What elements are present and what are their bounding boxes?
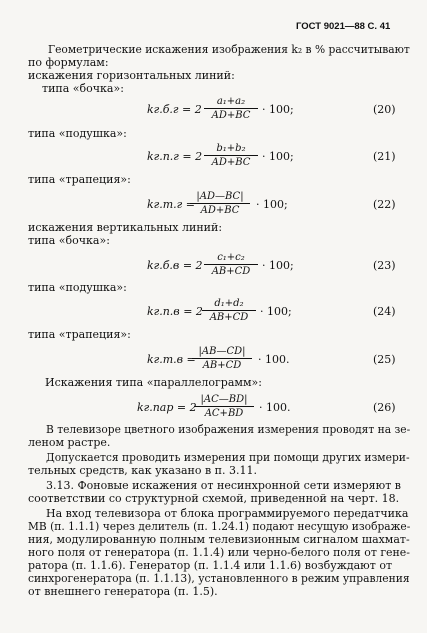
formula-numerator: d₁+d₂ <box>202 298 256 311</box>
formula-lhs: kг.пар = 2 <box>137 401 197 414</box>
paragraph-4-line-6: синхрогенератора (п. 1.1.13), установленного в режим управления <box>28 572 410 585</box>
formula-denominator: AB+CD <box>211 266 251 277</box>
formula-lhs: kг.т.в = <box>147 353 196 366</box>
formula-tail: · 100; <box>262 103 294 116</box>
formula-tail: · 100; <box>260 305 292 318</box>
formula-lhs: kг.б.г = 2 <box>147 103 202 116</box>
paragraph-3-line-2: соответствии со структурной схемой, приведенной на черт. 18. <box>28 492 400 505</box>
formula-numerator: b₁+b₂ <box>204 143 258 156</box>
paragraph-2-line-1: Допускается проводить измерения при помощи других измери- <box>46 451 410 464</box>
formula-numerator: a₁+a₂ <box>204 96 258 109</box>
formula-fraction <box>194 394 254 419</box>
formula-tail: · 100. <box>258 353 290 366</box>
horizontal-distortion-heading: искажения горизонтальных линий: <box>28 69 235 82</box>
formula-denominator: AC+BD <box>204 408 244 419</box>
formula-numerator: |AB—CD| <box>192 346 252 359</box>
formula-numerator: |AC—BD| <box>194 394 254 407</box>
paragraph-4-line-7: от внешнего генератора (п. 1.5). <box>28 585 218 598</box>
formula-numerator: |AD—BC| <box>190 191 250 204</box>
formula-number: (21) <box>373 150 396 163</box>
formula-number: (23) <box>373 259 396 272</box>
intro-line-2: по формулам: <box>28 56 109 69</box>
formula-denominator: AD+BC <box>200 205 240 216</box>
formula-number: (22) <box>373 198 396 211</box>
paragraph-4-line-3: ния, модулированную полным телевизионным сигналом шахмат- <box>28 533 410 546</box>
paragraph-4-line-2: МВ (п. 1.1.1) через делитель (п. 1.24.1) подают несущую изображе- <box>28 520 411 533</box>
trapezium-v-label: типа «трапеция»: <box>28 328 131 341</box>
formula-number: (25) <box>373 353 396 366</box>
intro-line-1: Геометрические искажения изображения k₂ в % рассчитывают <box>48 43 410 56</box>
formula-fraction <box>204 96 258 121</box>
formula-fraction <box>204 252 258 277</box>
formula-denominator: AD+BC <box>211 110 251 121</box>
formula-denominator: AB+CD <box>202 360 242 371</box>
page-header: ГОСТ 9021—88 С. 41 <box>296 21 391 32</box>
trapezium-h-label: типа «трапеция»: <box>28 173 131 186</box>
formula-number: (26) <box>373 401 396 414</box>
formula-tail: · 100. <box>259 401 291 414</box>
formula-numerator: c₁+c₂ <box>204 252 258 265</box>
formula-lhs: kг.т.г = <box>147 198 195 211</box>
barrel-h-label: типа «бочка»: <box>42 82 124 95</box>
paragraph-2-line-2: тельных средств, как указано в п. 3.11. <box>28 464 257 477</box>
paragraph-1-line-1: В телевизоре цветного изображения измерения проводят на зе- <box>46 423 411 436</box>
formula-lhs: kг.п.г = 2 <box>147 150 203 163</box>
pincushion-v-label: типа «подушка»: <box>28 281 127 294</box>
formula-fraction <box>202 298 256 323</box>
formula-denominator: AB+CD <box>209 312 249 323</box>
paragraph-1-line-2: леном растре. <box>28 436 111 449</box>
barrel-v-label: типа «бочка»: <box>28 234 110 247</box>
paragraph-4-line-4: ного поля от генератора (п. 1.1.4) или черно-белого поля от гене- <box>28 546 410 559</box>
formula-fraction <box>190 191 250 216</box>
formula-denominator: AD+BC <box>211 157 251 168</box>
pincushion-h-label: типа «подушка»: <box>28 127 127 140</box>
formula-fraction <box>192 346 252 371</box>
formula-tail: · 100; <box>262 259 294 272</box>
paragraph-4-line-1: На вход телевизора от блока программируемого передатчика <box>46 507 409 520</box>
vertical-distortion-heading: искажения вертикальных линий: <box>28 221 223 234</box>
paragraph-3-line-1: 3.13. Фоновые искажения от несинхронной сети измеряют в <box>46 479 401 492</box>
formula-tail: · 100; <box>256 198 288 211</box>
formula-lhs: kг.б.в = 2 <box>147 259 203 272</box>
formula-lhs: kг.п.в = 2 <box>147 305 203 318</box>
paragraph-4-line-5: ратора (п. 1.1.6). Генератор (п. 1.1.4 или 1.1.6) возбуждают от <box>28 559 393 572</box>
formula-number: (20) <box>373 103 396 116</box>
parallelogram-label: Искажения типа «параллелограмм»: <box>45 376 262 389</box>
formula-fraction <box>204 143 258 168</box>
formula-tail: · 100; <box>262 150 294 163</box>
formula-number: (24) <box>373 305 396 318</box>
